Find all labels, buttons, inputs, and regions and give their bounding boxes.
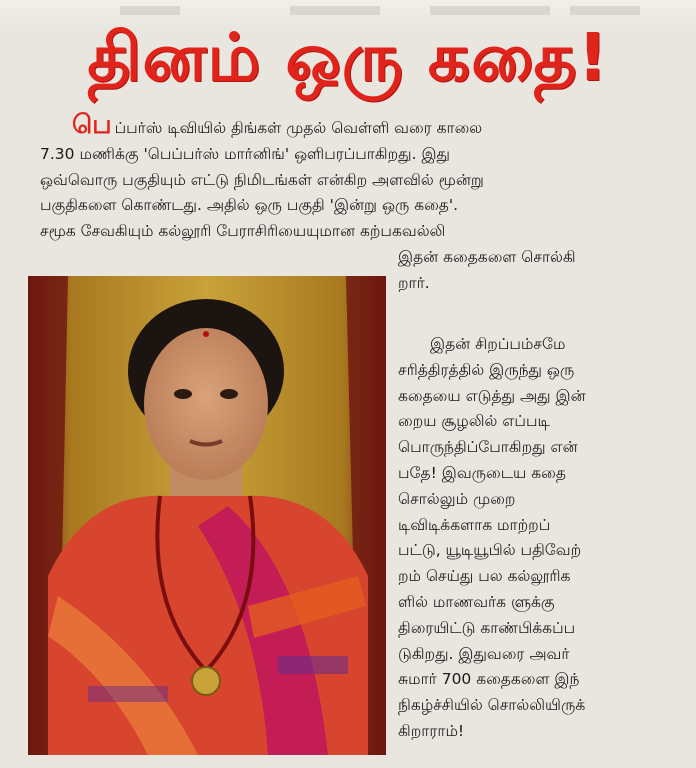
right-line: கிறாராம்! <box>398 721 465 740</box>
lead-line: பகுதிகளை கொண்டது. அதில் ஒரு பகுதி 'இன்று ஒரு கதை'. <box>40 196 459 215</box>
right-line: சுமார் 700 கதைகளை இந் <box>398 670 580 689</box>
lead-line: சமூக சேவகியும் கல்லூரி பேராசிரியையுமான கற்பகவல்லி <box>40 222 446 241</box>
right-line: நிகழ்ச்சியில் சொல்லியிருக் <box>398 696 586 715</box>
lead-line: பெப்பர்ஸ் டிவியில் திங்கள் முதல் வெள்ளி வரை காலை <box>72 110 483 140</box>
right-line: இதன் சிறப்பம்சமே <box>430 335 566 353</box>
right-line: சரித்திரத்தில் இருந்து ஒரு <box>398 360 575 379</box>
right-line: பதே! இவருடைய கதை <box>398 463 566 482</box>
right-line: கதையை எடுத்து அது இன் <box>398 386 586 405</box>
right-line: திரையிட்டு காண்பிக்கப்ப <box>398 618 576 637</box>
right-column-paragraph <box>398 332 670 745</box>
drop-cap: பெ <box>72 110 112 140</box>
headline: தினம் ஒரு கதை! <box>87 19 609 96</box>
lead-line: இதன் கதைகளை சொல்கி <box>398 247 576 266</box>
lead-line: ஒவ்வொரு பகுதியும் எட்டு நிமிடங்கள் என்கிற அளவில் மூன்று <box>40 170 484 189</box>
right-line: பட்டு, யூடியூபில் பதிவேற் <box>398 541 582 560</box>
lead-line: 7.30 மணிக்கு 'பெப்பர்ஸ் மார்னிங்' ஒளிபரப்பாகிறது. இது <box>40 144 450 163</box>
right-line: டிவிடிக்களாக மாற்றப் <box>398 515 551 534</box>
right-line: றைய சூழலில் எப்படி <box>398 412 550 431</box>
lead-paragraph <box>40 110 670 297</box>
right-line: றம் செய்து பல கல்லூரிக <box>398 567 571 586</box>
right-line: சொல்லும் முறை <box>398 489 516 508</box>
portrait-photo <box>28 276 386 755</box>
right-line: டுகிறது. இதுவரை அவர் <box>398 644 570 663</box>
right-line: பொருந்திப்போகிறது என் <box>398 438 578 457</box>
lead-line: றார். <box>398 273 430 292</box>
right-line: ளில் மாணவர்க ளுக்கு <box>398 592 555 611</box>
